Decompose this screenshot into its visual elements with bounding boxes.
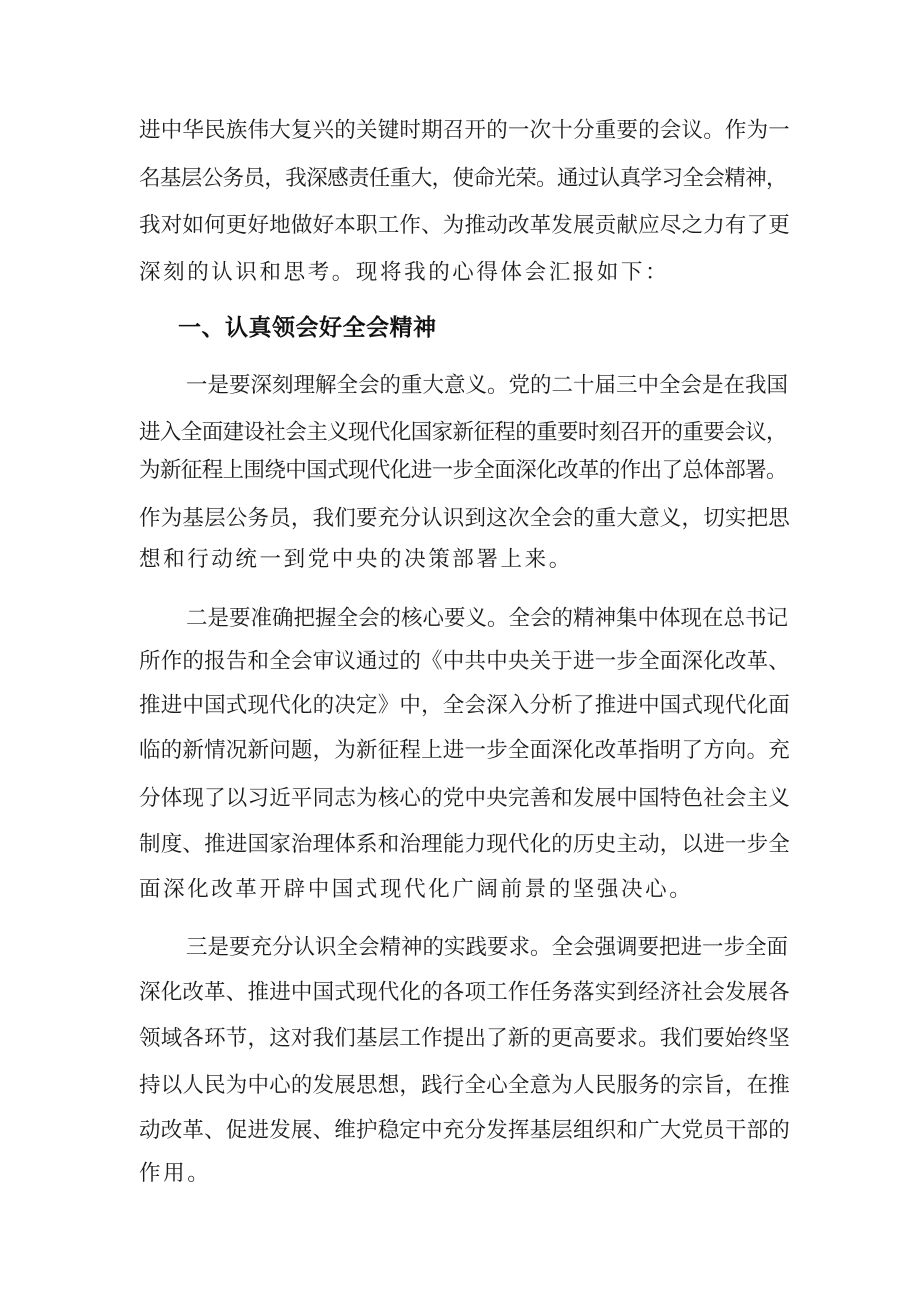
paragraph-line: 推进中国式现代化的决定》中，全会深入分析了推进中国式现代化面	[139, 693, 791, 718]
paragraph-line: 动改革、促进发展、维护稳定中充分发挥基层组织和广大党员干部的	[139, 1118, 791, 1143]
paragraph-line: 面深化改革开辟中国式现代化广阔前景的坚强决心。	[139, 877, 694, 902]
paragraph-line: 为新征程上围绕中国式现代化进一步全面深化改革的作出了总体部署。	[139, 458, 787, 483]
paragraph-line: 深化改革、推进中国式现代化的各项工作任务落实到经济社会发展各	[139, 980, 791, 1005]
paragraph-line: 三是要充分认识全会精神的实践要求。全会强调要把进一步全面	[186, 935, 789, 960]
paragraph-line: 持以人民为中心的发展思想，践行全心全意为人民服务的宗旨，在推	[139, 1073, 791, 1098]
intro-line: 名基层公务员，我深感责任重大，使命光荣。通过认真学习全会精神，	[139, 166, 787, 191]
paragraph-line: 进入全面建设社会主义现代化国家新征程的重要时刻召开的重要会议，	[139, 420, 787, 445]
paragraph-line: 作用。	[139, 1161, 212, 1186]
intro-line: 深刻的认识和思考。现将我的心得体会汇报如下：	[139, 260, 670, 285]
paragraph-line: 作为基层公务员，我们要充分认识到这次全会的重大意义，切实把思	[139, 506, 791, 531]
paragraph-line: 临的新情况新问题，为新征程上进一步全面深化改革指明了方向。充	[139, 738, 791, 763]
paragraph-line: 所作的报告和全会审议通过的《中共中央关于进一步全面深化改革、	[139, 649, 791, 674]
paragraph-line: 二是要准确把握全会的核心要义。全会的精神集中体现在总书记	[186, 606, 789, 631]
paragraph-line: 想和行动统一到党中央的决策部署上来。	[139, 547, 573, 572]
section-heading: 一、认真领会好全会精神	[178, 315, 437, 341]
intro-line: 我对如何更好地做好本职工作、为推动改革发展贡献应尽之力有了更	[139, 213, 791, 238]
paragraph-line: 分体现了以习近平同志为核心的党中央完善和发展中国特色社会主义	[139, 786, 791, 811]
intro-line: 进中华民族伟大复兴的关键时期召开的一次十分重要的会议。作为一	[139, 118, 791, 143]
paragraph-line: 领域各环节，这对我们基层工作提出了新的更高要求。我们要始终坚	[139, 1026, 791, 1051]
paragraph-line: 制度、推进国家治理体系和治理能力现代化的历史主动，以进一步全	[139, 832, 791, 857]
paragraph-line: 一是要深刻理解全会的重大意义。党的二十届三中全会是在我国	[186, 373, 789, 398]
